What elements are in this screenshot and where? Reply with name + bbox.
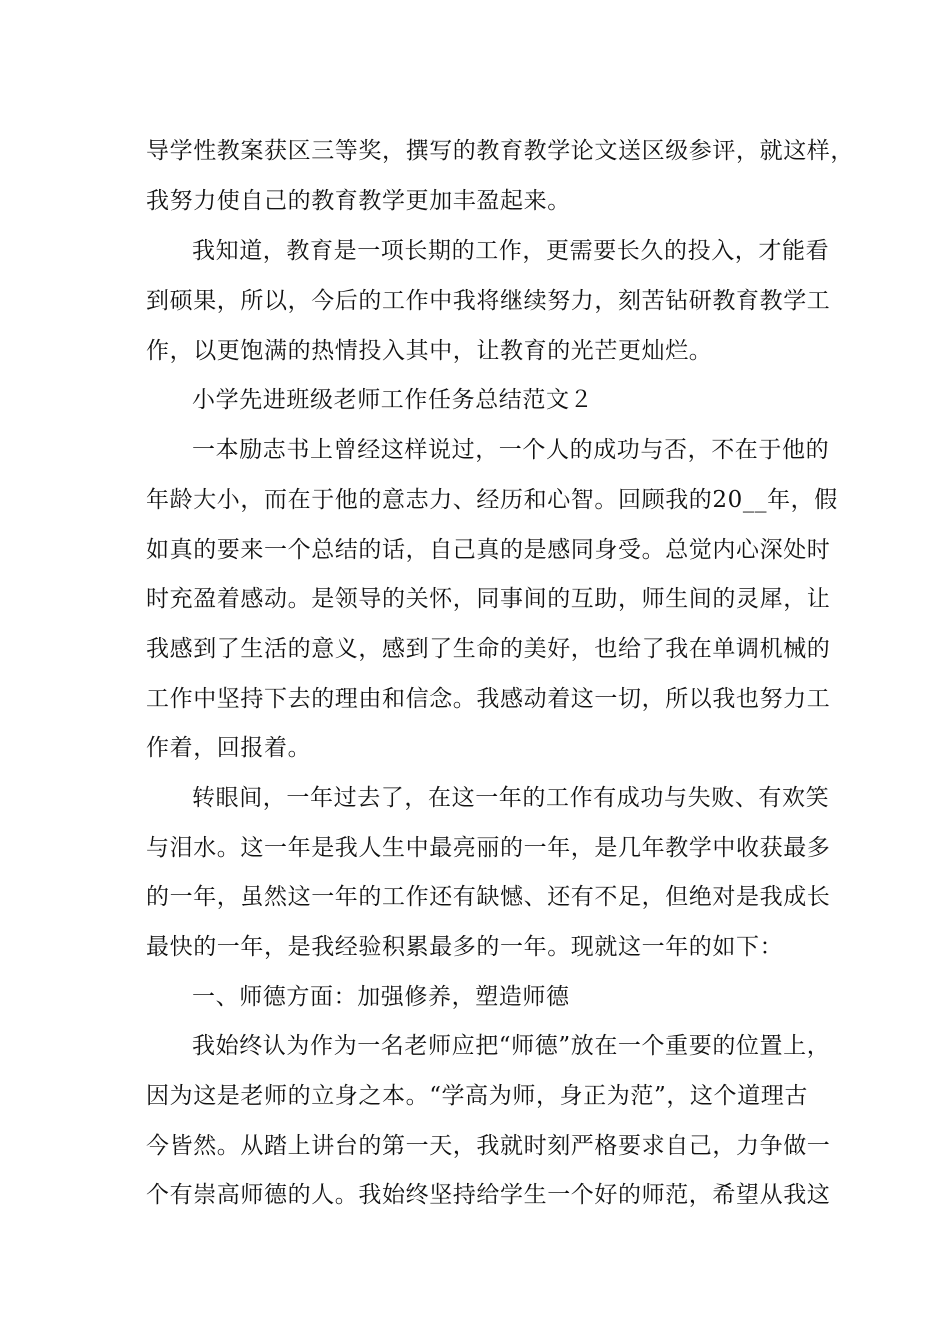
text-line: 如真的要来一个总结的话，自己真的是感同身受。总觉内心深处时 [146, 537, 831, 563]
text-line: 与泪水。这一年是我人生中最亮丽的一年，是几年教学中收获最多 [146, 835, 831, 861]
paragraph-first-line: 转眼间，一年过去了，在这一年的工作有成功与失败、有欢笑 [192, 785, 830, 811]
text-line: 作着，回报着。 [146, 735, 312, 761]
text-line: 因为这是老师的立身之本。“学高为师，身正为范”，这个道理古 [146, 1083, 808, 1109]
text-line: 时充盈着感动。是领导的关怀，同事间的互助，师生间的灵犀，让 [146, 586, 831, 612]
paragraph-first-line: 一本励志书上曾经这样说过，一个人的成功与否，不在于他的 [192, 437, 830, 463]
text-line: 我感到了生活的意义，感到了生命的美好，也给了我在单调机械的 [146, 636, 831, 662]
paragraph-first-line: 我知道，教育是一项长期的工作，更需要长久的投入，才能看 [192, 238, 830, 264]
text-line: 个有崇高师德的人。我始终坚持给学生一个好的师范，希望从我这 [146, 1182, 831, 1208]
paragraph-first-line: 我始终认为作为一名老师应把“师德”放在一个重要的位置上， [192, 1033, 831, 1059]
text-line: 我努力使自己的教育教学更加丰盈起来。 [146, 188, 571, 214]
text-line: 最快的一年，是我经验积累最多的一年。现就这一年的如下： [146, 934, 784, 960]
text-line: 导学性教案获区三等奖，撰写的教育教学论文送区级参评，就这样， [146, 138, 854, 164]
text-line: 年龄大小，而在于他的意志力、经历和心智。回顾我的20__年，假 [146, 487, 838, 513]
text-line: 作，以更饱满的热情投入其中，让教育的光芒更灿烂。 [146, 338, 713, 364]
section-heading: 小学先进班级老师工作任务总结范文２ [192, 387, 594, 413]
section-heading: 一、师德方面：加强修养，塑造师德 [192, 984, 570, 1010]
text-line: 工作中坚持下去的理由和信念。我感动着这一切，所以我也努力工 [146, 686, 831, 712]
text-line: 的一年，虽然这一年的工作还有缺憾、还有不足，但绝对是我成长 [146, 884, 831, 910]
text-line: 到硕果，所以，今后的工作中我将继续努力，刻苦钻研教育教学工 [146, 288, 831, 314]
text-line: 今皆然。从踏上讲台的第一天，我就时刻严格要求自己，力争做一 [146, 1133, 831, 1159]
